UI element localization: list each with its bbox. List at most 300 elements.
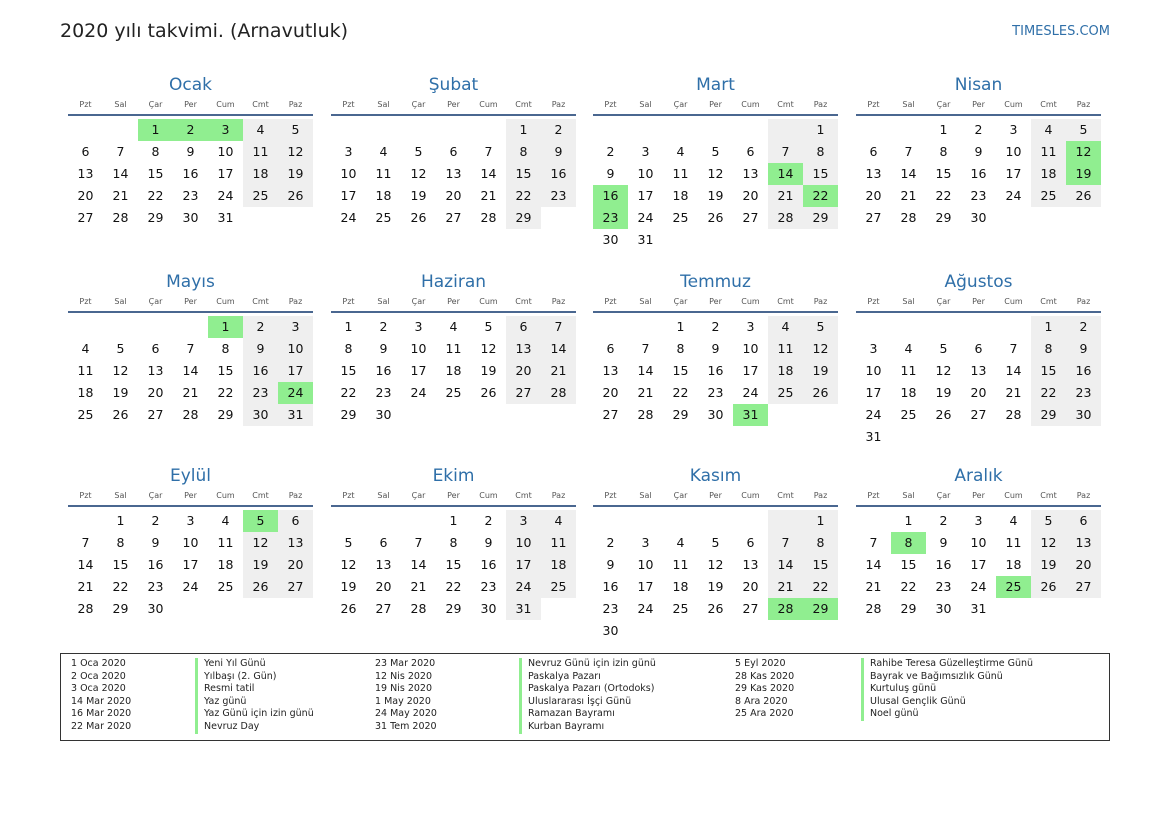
day-cell: 18 [1031,163,1066,185]
day-cell: 19 [935,385,952,400]
day-cell: 26 [1031,576,1066,598]
day-cell: 1 [344,319,353,334]
day-cell: 7 [904,144,913,159]
weekday-header [856,98,1101,116]
day-cell: 2 [1066,316,1101,338]
day-cell: 6 [606,341,615,356]
day-cell: 6 [746,144,755,159]
day-cell: 25 [243,185,278,207]
legend-date: 16 Mar 2020 [71,708,132,720]
day-cell: 12 [935,363,952,378]
day-cell: 23 [935,579,952,594]
month-1 [68,74,313,229]
day-cell: 5 [414,144,423,159]
day-cell: 29 [147,210,164,225]
day-cell: 16 [707,363,724,378]
weekday-label: Paz [288,100,303,109]
day-cell: 25 [217,579,234,594]
day-cell: 22 [803,576,838,598]
month-name: Nisan [954,75,1003,95]
day-cell: 16 [935,557,952,572]
empty-cell [733,510,768,532]
day-cell: 25 [541,576,576,598]
day-cell: 23 [707,385,724,400]
day-cell: 15 [672,363,689,378]
empty-cell [138,316,173,338]
day-cell: 21 [865,579,882,594]
day-cell: 4 [243,119,278,141]
weekday-label: Paz [1076,100,1091,109]
legend-holiday-name: Yeni Yıl Günü [195,658,314,671]
weekday-label: Çar [673,100,688,109]
weekday-label: Cmt [252,100,269,109]
day-cell: 17 [1005,166,1022,181]
weekday-label: Sal [377,297,390,306]
day-cell: 20 [602,385,619,400]
day-cell: 10 [217,144,234,159]
day-cell: 27 [742,210,759,225]
day-cell: 28 [768,598,803,620]
day-cell: 5 [344,535,353,550]
empty-cell [401,119,436,141]
weekday-header [593,98,838,116]
day-cell: 22 [935,188,952,203]
legend-holiday-name: Ramazan Bayramı [519,708,656,721]
empty-cell [366,119,401,141]
day-cell: 19 [340,579,357,594]
day-cell: 15 [506,163,541,185]
weekday-label: Paz [551,100,566,109]
weekday-label: Cum [741,100,760,109]
day-cell: 22 [803,185,838,207]
day-cell: 27 [506,382,541,404]
day-cell: 16 [1066,360,1101,382]
day-cell: 25 [445,385,462,400]
weekday-label: Per [447,491,460,500]
day-cell: 20 [506,360,541,382]
weekday-label: Cum [216,297,235,306]
day-cell: 23 [1066,382,1101,404]
weekday-label: Sal [114,100,127,109]
day-grid [856,316,1101,448]
weekday-header [593,295,838,313]
legend-holiday-name: Nevruz Day [195,721,314,734]
day-cell: 14 [77,557,94,572]
day-cell: 4 [1031,119,1066,141]
day-cell: 8 [803,141,838,163]
day-cell: 18 [768,360,803,382]
empty-cell [103,119,138,141]
day-cell: 8 [506,141,541,163]
weekday-label: Paz [288,491,303,500]
weekday-header [68,98,313,116]
day-cell: 8 [221,341,230,356]
day-cell: 19 [112,385,129,400]
day-cell: 26 [935,407,952,422]
day-cell: 9 [606,557,615,572]
day-cell: 4 [221,513,230,528]
legend-date: 12 Nis 2020 [375,670,432,682]
weekday-header [331,295,576,313]
day-cell: 29 [445,601,462,616]
day-cell: 21 [77,579,94,594]
day-cell: 18 [672,579,689,594]
weekday-label: Cum [1004,100,1023,109]
month-name: Ocak [169,75,212,95]
weekday-label: Cum [741,297,760,306]
day-cell: 18 [77,385,94,400]
weekday-label: Paz [813,491,828,500]
empty-cell [628,510,663,532]
day-cell: 8 [449,535,458,550]
month-10 [331,465,576,620]
day-cell: 4 [768,316,803,338]
day-cell: 6 [974,341,983,356]
day-cell: 20 [147,385,164,400]
day-cell: 26 [707,601,724,616]
weekday-label: Sal [639,491,652,500]
weekday-label: Cum [216,100,235,109]
weekday-label: Cmt [777,491,794,500]
day-cell: 23 [147,579,164,594]
day-cell: 15 [217,363,234,378]
day-grid [68,316,313,426]
day-cell: 2 [243,316,278,338]
weekday-label: Per [184,100,197,109]
day-cell: 6 [869,144,878,159]
day-cell: 31 [970,601,987,616]
month-4 [856,74,1101,229]
day-cell: 13 [865,166,882,181]
day-cell: 25 [900,407,917,422]
day-cell: 1 [138,119,173,141]
legend-dates [375,658,437,734]
empty-cell [331,119,366,141]
day-cell: 30 [602,623,619,638]
weekday-label: Pzt [79,491,92,500]
day-cell: 3 [344,144,353,159]
day-grid [856,119,1101,229]
day-cell: 7 [869,535,878,550]
day-cell: 9 [243,338,278,360]
empty-cell [733,119,768,141]
day-cell: 30 [1066,404,1101,426]
weekday-label: Paz [1076,491,1091,500]
weekday-label: Paz [288,297,303,306]
day-cell: 2 [151,513,160,528]
day-cell: 21 [480,188,497,203]
weekday-label: Çar [936,491,951,500]
day-cell: 25 [1031,185,1066,207]
day-cell: 5 [1031,510,1066,532]
weekday-label: Cmt [515,297,532,306]
weekday-label: Sal [377,491,390,500]
day-cell: 11 [217,535,234,550]
day-cell: 1 [904,513,913,528]
day-cell: 24 [182,579,199,594]
weekday-label: Cmt [515,491,532,500]
weekday-label: Cmt [1040,100,1057,109]
day-grid [68,510,313,620]
weekday-label: Cmt [777,297,794,306]
day-cell: 11 [77,363,94,378]
weekday-label: Pzt [867,297,880,306]
day-cell: 18 [243,163,278,185]
weekday-label: Cum [1004,297,1023,306]
weekday-label: Sal [902,491,915,500]
day-cell: 24 [506,576,541,598]
day-cell: 14 [768,554,803,576]
day-cell: 28 [900,210,917,225]
day-cell: 30 [602,232,619,247]
weekday-label: Cmt [252,491,269,500]
day-cell: 12 [1066,141,1101,163]
day-cell: 10 [410,341,427,356]
day-cell: 7 [541,316,576,338]
legend-holiday-name: Uluslararası İşçi Günü [519,696,656,709]
day-cell: 31 [278,404,313,426]
day-cell: 14 [480,166,497,181]
day-cell: 10 [637,166,654,181]
day-cell: 26 [707,210,724,225]
day-cell: 29 [340,407,357,422]
day-cell: 10 [182,535,199,550]
day-cell: 7 [641,341,650,356]
weekday-label: Çar [411,297,426,306]
day-cell: 9 [606,166,615,181]
day-cell: 26 [243,576,278,598]
day-cell: 14 [1005,363,1022,378]
day-grid [593,119,838,251]
day-cell: 8 [803,532,838,554]
month-3 [593,74,838,251]
day-cell: 10 [865,363,882,378]
empty-cell [891,119,926,141]
day-cell: 13 [970,363,987,378]
empty-cell [996,316,1031,338]
day-cell: 1 [1031,316,1066,338]
day-cell: 16 [147,557,164,572]
day-cell: 15 [340,363,357,378]
day-cell: 23 [243,382,278,404]
month-5 [68,271,313,426]
weekday-label: Sal [902,297,915,306]
day-cell: 3 [746,319,755,334]
day-cell: 25 [996,576,1031,598]
day-cell: 13 [602,363,619,378]
day-cell: 27 [1066,576,1101,598]
weekday-header [331,98,576,116]
day-cell: 17 [182,557,199,572]
day-cell: 13 [1066,532,1101,554]
day-cell: 4 [676,535,685,550]
day-cell: 24 [865,407,882,422]
day-cell: 12 [340,557,357,572]
day-cell: 22 [900,579,917,594]
weekday-label: Per [447,100,460,109]
empty-cell [856,510,891,532]
weekday-label: Sal [639,100,652,109]
day-cell: 4 [81,341,90,356]
day-cell: 18 [672,188,689,203]
day-cell: 10 [1005,144,1022,159]
legend-date: 31 Tem 2020 [375,720,437,732]
day-cell: 30 [375,407,392,422]
legend-date: 19 Nis 2020 [375,683,432,695]
weekday-label: Çar [411,491,426,500]
day-cell: 19 [707,579,724,594]
day-grid [331,510,576,620]
weekday-header [856,489,1101,507]
day-cell: 17 [410,363,427,378]
day-cell: 22 [672,385,689,400]
day-cell: 8 [939,144,948,159]
legend-holiday-name: Yaz Günü için izin günü [195,708,314,721]
day-cell: 31 [217,210,234,225]
day-cell: 13 [375,557,392,572]
weekday-label: Per [972,491,985,500]
weekday-label: Çar [673,297,688,306]
day-cell: 11 [445,341,462,356]
day-cell: 22 [112,579,129,594]
day-cell: 19 [243,554,278,576]
weekday-header [68,295,313,313]
day-cell: 13 [742,557,759,572]
day-cell: 11 [900,363,917,378]
day-cell: 13 [77,166,94,181]
day-cell: 28 [865,601,882,616]
day-cell: 17 [340,188,357,203]
day-cell: 12 [410,166,427,181]
day-cell: 28 [410,601,427,616]
empty-cell [663,510,698,532]
day-cell: 19 [1031,554,1066,576]
day-cell: 27 [742,601,759,616]
weekday-label: Pzt [342,100,355,109]
month-2 [331,74,576,229]
weekday-header [593,489,838,507]
day-cell: 7 [768,532,803,554]
day-cell: 2 [541,119,576,141]
day-cell: 25 [672,601,689,616]
legend-date: 23 Mar 2020 [375,658,436,669]
day-grid [331,119,576,229]
weekday-label: Cum [479,100,498,109]
day-cell: 28 [112,210,129,225]
weekday-label: Paz [813,100,828,109]
weekday-header [856,295,1101,313]
day-cell: 3 [208,119,243,141]
day-cell: 29 [506,207,541,229]
legend-holiday-name: Paskalya Pazarı (Ortodoks) [519,683,656,696]
day-cell: 9 [186,144,195,159]
legend-holiday-name: Yaz günü [195,696,314,709]
day-cell: 26 [112,407,129,422]
day-cell: 31 [733,404,768,426]
weekday-label: Cmt [1040,297,1057,306]
month-8 [856,271,1101,448]
day-cell: 19 [410,188,427,203]
day-cell: 6 [746,535,755,550]
month-name: Aralık [954,466,1003,486]
day-cell: 29 [217,407,234,422]
weekday-label: Per [184,297,197,306]
day-cell: 17 [742,363,759,378]
day-cell: 6 [506,316,541,338]
site-link[interactable]: TIMESLES.COM [1012,24,1110,39]
month-7 [593,271,838,426]
day-cell: 8 [151,144,160,159]
legend-names [861,658,1033,721]
day-grid [331,316,576,426]
month-11 [593,465,838,642]
day-cell: 28 [541,382,576,404]
empty-cell [593,316,628,338]
day-cell: 12 [1031,532,1066,554]
day-cell: 31 [637,232,654,247]
day-cell: 18 [445,363,462,378]
weekday-header [68,489,313,507]
weekday-label: Cmt [515,100,532,109]
day-cell: 21 [541,360,576,382]
day-cell: 25 [768,382,803,404]
day-cell: 18 [1005,557,1022,572]
empty-cell [961,316,996,338]
weekday-label: Çar [936,297,951,306]
day-cell: 27 [147,407,164,422]
legend-date: 28 Kas 2020 [735,670,795,682]
day-cell: 2 [379,319,388,334]
day-cell: 8 [344,341,353,356]
legend-dates [71,658,131,734]
day-cell: 21 [768,576,803,598]
day-cell: 2 [484,513,493,528]
weekday-label: Paz [1076,297,1091,306]
legend-holiday-name: Bayrak ve Bağımsızlık Günü [861,671,1033,684]
day-cell: 20 [865,188,882,203]
day-cell: 3 [641,535,650,550]
weekday-label: Per [709,100,722,109]
legend-holiday-name: Ulusal Gençlik Günü [861,696,1033,709]
weekday-label: Per [709,297,722,306]
day-cell: 26 [340,601,357,616]
day-cell: 14 [410,557,427,572]
day-cell: 24 [278,382,313,404]
day-cell: 14 [541,338,576,360]
day-cell: 28 [480,210,497,225]
empty-cell [628,119,663,141]
day-cell: 15 [445,557,462,572]
day-cell: 2 [606,144,615,159]
day-cell: 2 [606,535,615,550]
day-cell: 17 [637,579,654,594]
day-cell: 9 [974,144,983,159]
day-cell: 29 [112,601,129,616]
legend-holiday-name: Yılbaşı (2. Gün) [195,671,314,684]
day-cell: 20 [375,579,392,594]
month-name: Eylül [169,466,212,486]
day-cell: 3 [186,513,195,528]
empty-cell [68,316,103,338]
day-cell: 19 [1066,163,1101,185]
day-cell: 15 [900,557,917,572]
day-cell: 8 [676,341,685,356]
day-cell: 11 [541,532,576,554]
day-cell: 3 [641,144,650,159]
day-cell: 22 [340,385,357,400]
day-cell: 10 [506,532,541,554]
legend-holiday-name: Paskalya Pazarı [519,671,656,684]
